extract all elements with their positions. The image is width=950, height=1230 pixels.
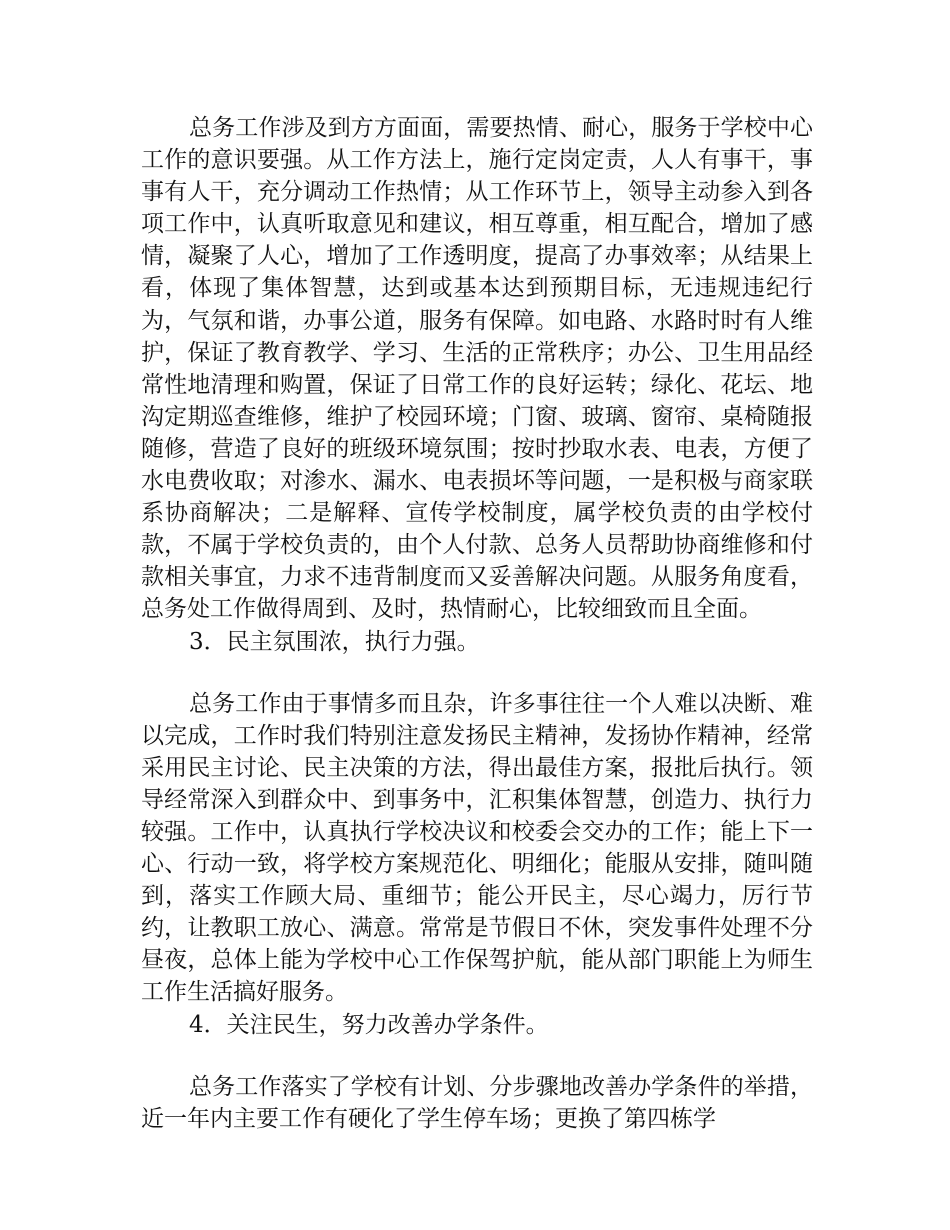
section-heading-improve-conditions: 4．关注民生，努力改善办学条件。 [189, 1011, 549, 1038]
paragraph-improve-conditions: 总务工作落实了学校有计划、分步骤地改善办学条件的举措，近一年内主要工作有硬化了学生停车场；更换了第四栋学 [141, 1073, 813, 1132]
paragraph-democratic-work: 总务工作由于事情多而且杂，许多事往往一个人难以决断、难以完成，工作时我们特别注意发扬民主精神，发扬协作精神，经常采用民主讨论、民主决策的方法，得出最佳方案，报批后执行。领导经常深入到群众中、到事务中，汇积集体智慧，创造力、执行力较强。工作中，认真执行学校决议和校委会交办的工作；能上下一心、行动一致，将学校方案规范化、明细化；能服从安排，随叫随到，落实工作顾大局、重细节；能公开民主，尽心竭力，厉行节约，让教职工放心、满意。常常是节假日不休，突发事件处理不分昼夜，总体上能为学校中心工作保驾护航，能从部门职能上为师生工作生活搞好服务。 [141, 690, 813, 1006]
section-heading-democratic-atmosphere: 3．民主氛围浓，执行力强。 [189, 628, 480, 655]
document-body [141, 112, 813, 1135]
paragraph-general-affairs-service: 总务工作涉及到方方面面，需要热情、耐心，服务于学校中心工作的意识要强。从工作方法上，施行定岗定责，人人有事干，事事有人干，充分调动工作热情；从工作环节上，领导主动参入到各项工作中，认真听取意见和建议，相互尊重，相互配合，增加了感情，凝聚了人心，增加了工作透明度，提高了办事效率；从结果上看，体现了集体智慧，达到或基本达到预期目标，无违规违纪行为，气氛和谐，办事公道，服务有保障。如电路、水路时时有人维护，保证了教育教学、学习、生活的正常秩序；办公、卫生用品经常性地清理和购置，保证了日常工作的良好运转；绿化、花坛、地沟定期巡查维修，维护了校园环境；门窗、玻璃、窗帘、桌椅随报随修，营造了良好的班级环境氛围；按时抄取水表、电表，方便了水电费收取；对渗水、漏水、电表损坏等问题，一是积极与商家联系协商解决；二是解释、宣传学校制度，属学校负责的由学校付款，不属于学校负责的，由个人付款、总务人员帮助协商维修和付款相关事宜，力求不违背制度而又妥善解决问题。从服务角度看，总务处工作做得周到、及时，热情耐心，比较细致而且全面。 [141, 115, 813, 623]
